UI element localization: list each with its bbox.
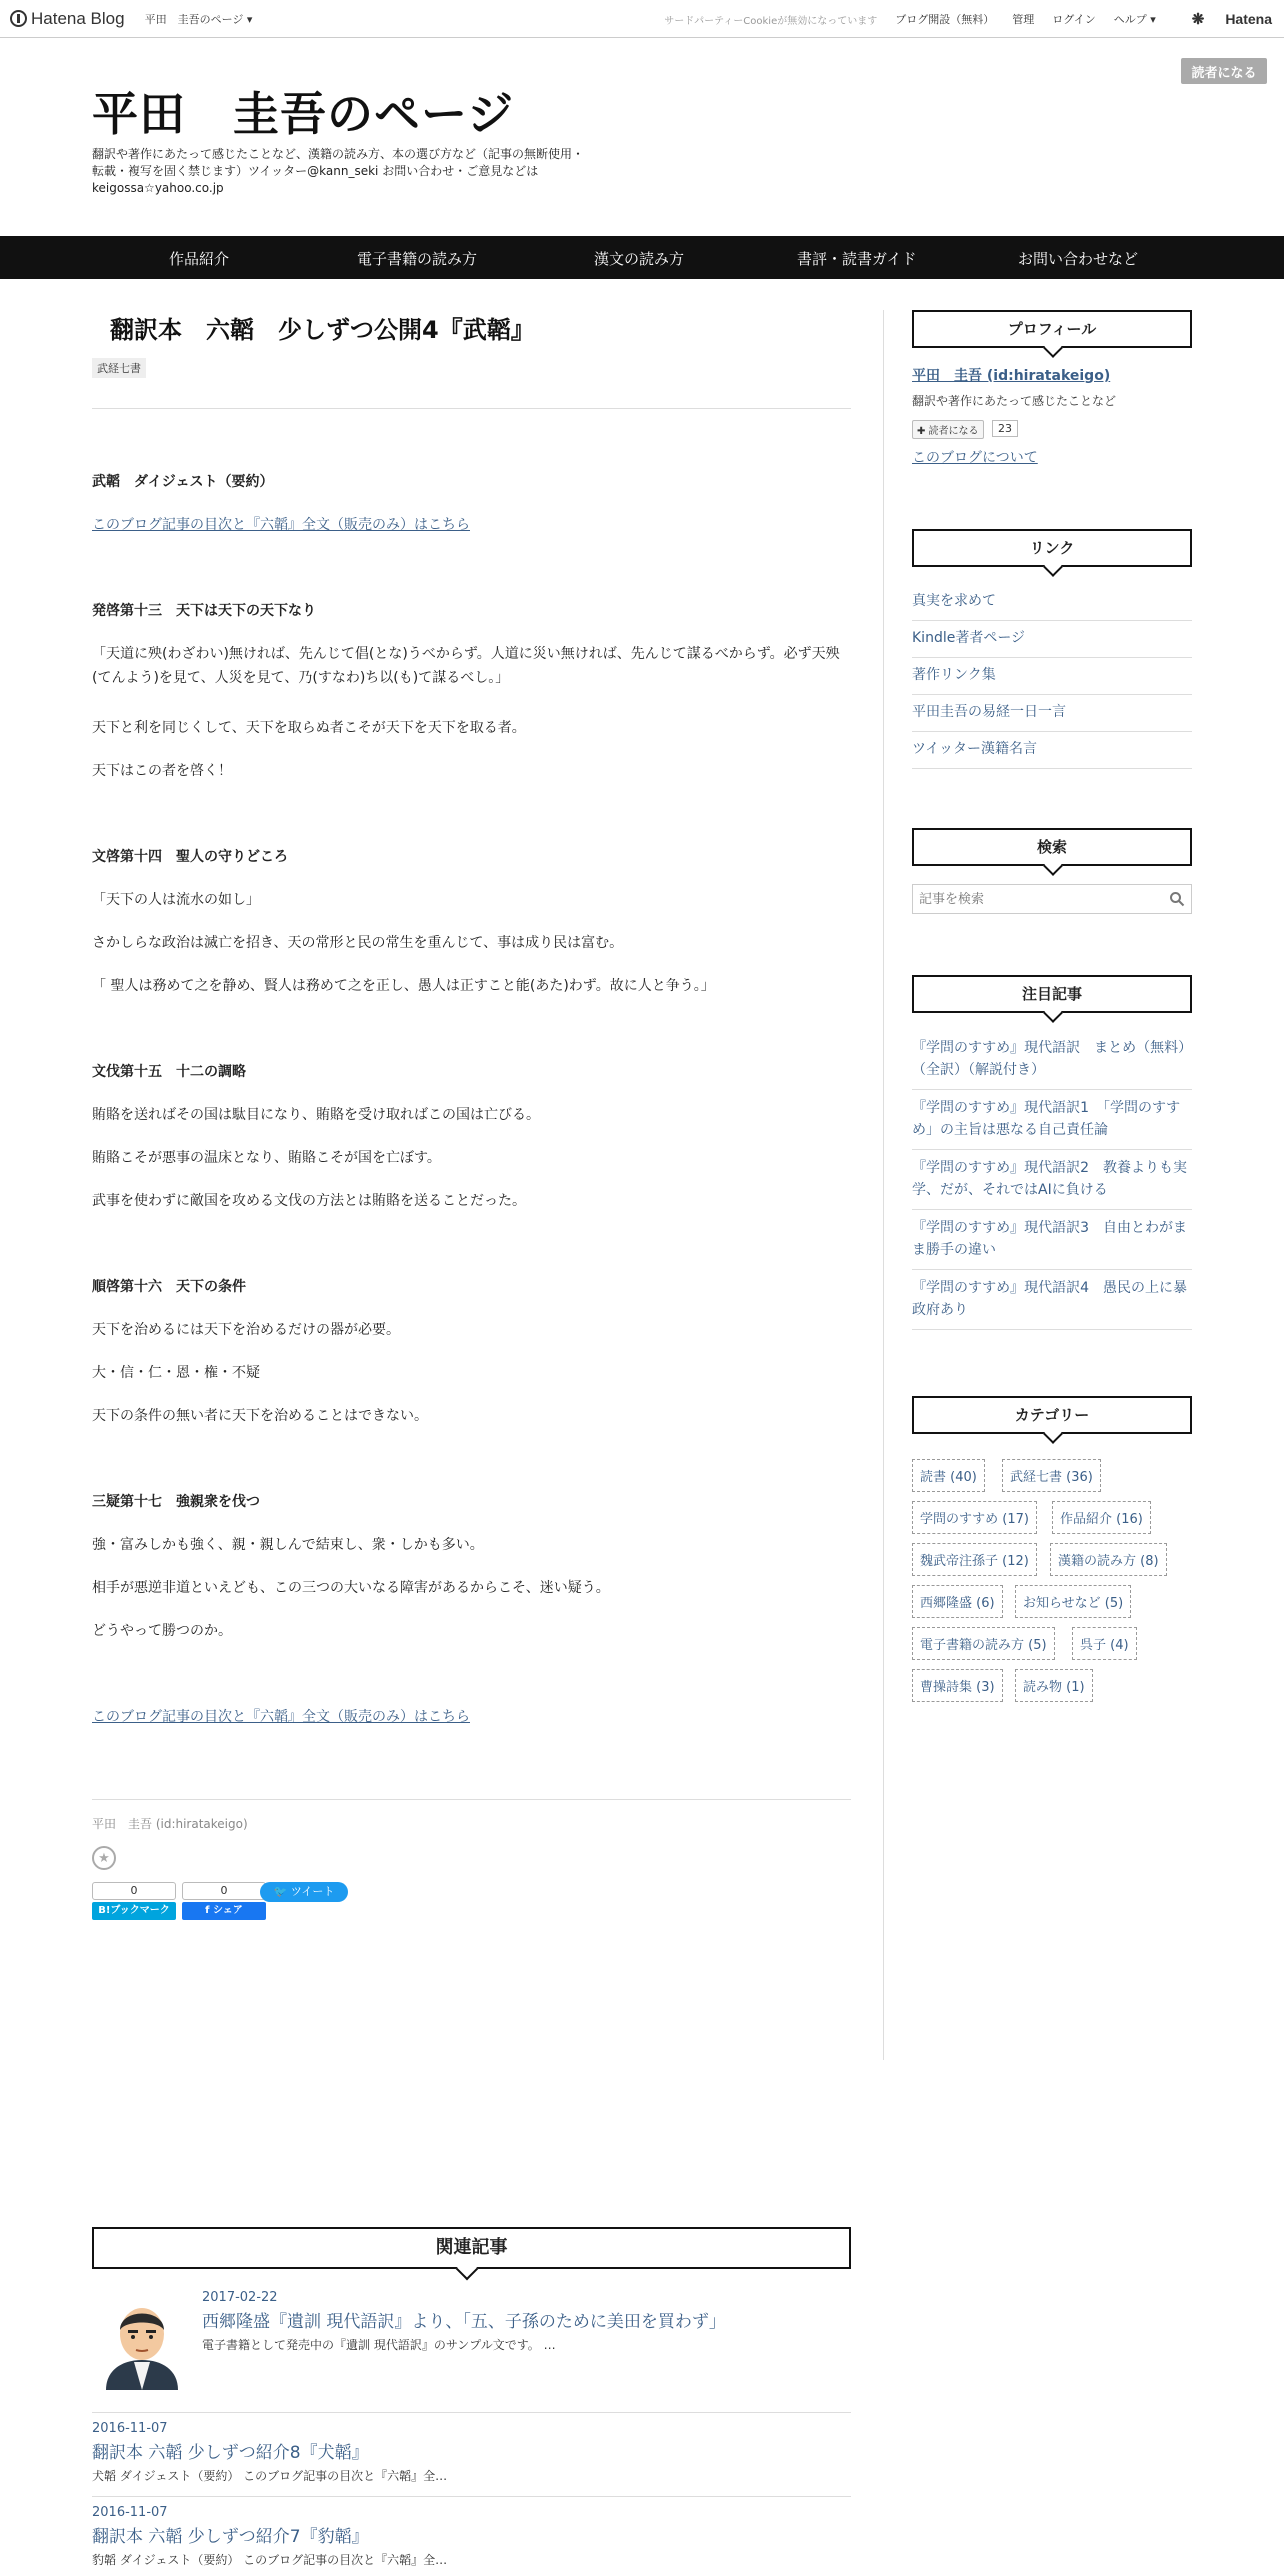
nav-item-ebook-guide[interactable]: 電子書籍の読み方 [357,250,478,268]
hatena-blog-logo-text: Hatena Blog [31,8,125,28]
sidebar-link-item[interactable]: 著作リンク集 [912,664,1192,695]
sidebar-link-item[interactable]: Kindle著者ページ [912,627,1192,658]
related-date: 2016-11-07 [92,2505,168,2520]
subscribe-button[interactable]: 読者になる [1181,58,1267,84]
related-text [202,2290,726,2353]
paragraph: 賄賂を送ればその国は駄目になり、賄賂を受け取ればこの国は亡びる。 [92,1107,540,1123]
nav-item-contact[interactable]: お問い合わせなど [1018,250,1139,268]
cookie-notice[interactable]: サードパーティーCookieが無効になっています [664,15,878,27]
profile-subscribe-button[interactable]: ✚ 読者になる [912,420,984,439]
category-chip[interactable]: 魏武帝注孫子 (12) [912,1543,1037,1576]
bookmark-share[interactable] [92,1882,176,1920]
related-date: 2016-11-07 [92,2421,168,2436]
category-chip[interactable]: 漢籍の読み方 (8) [1050,1543,1167,1576]
facebook-share[interactable] [182,1882,266,1920]
related-divider [92,2412,851,2413]
hatena-brand-text: Hatena [1225,11,1272,27]
bookmark-button[interactable]: B!ブックマーク [92,1902,176,1920]
login-link[interactable]: ログイン [1052,13,1096,26]
related-snippet: 豹韜 ダイジェスト（要約） このブログ記事の目次と『六韜』全… [92,2553,448,2567]
blog-description: 翻訳や著作にあたって感じたことなど、漢籍の読み方、本の選び方など（記事の無断使用・転載・複写を固く禁じます）ツイッター@kann_seki お問い合わせ・ご意見などはkeigossa☆yahoo.co.jp [92,147,585,195]
related-title[interactable]: 翻訳本 六韜 少しずつ紹介8『犬韜』 [92,2443,369,2463]
related-title[interactable]: 西郷隆盛『遺訓 現代語訳』より、「五、子孫のために美田を買わず」 [202,2312,726,2332]
related-item[interactable] [92,2505,851,2568]
category-chip[interactable]: 武経七書 (36) [1002,1459,1101,1492]
open-blog-link[interactable]: ブログ開設（無料） [895,13,995,26]
section-heading: 順啓第十六 天下の条件 [92,1279,246,1295]
hatena-blog-logo[interactable] [10,9,125,29]
profile-heading: プロフィール [912,310,1192,348]
popular-item[interactable]: 『学問のすすめ』現代語訳2 教養よりも実学、だが、それではAIに負ける [912,1157,1192,1210]
paragraph: 天下を治めるには天下を治めるだけの器が必要。 [92,1322,400,1338]
tweet-label: ツイート [290,1885,335,1898]
paragraph: 天下と利を同じくして、天下を取らぬ者こそが天下を天下を取る者。 [92,720,526,736]
category-chip[interactable]: 電子書籍の読み方 (5) [912,1627,1055,1660]
related-thumbnail-avatar[interactable] [92,2290,192,2390]
footer-divider [92,1799,851,1800]
paragraph: どうやって勝つのか。 [92,1623,232,1639]
category-chip[interactable]: 作品紹介 (16) [1052,1501,1151,1534]
search-box [912,884,1192,914]
search-heading: 検索 [912,828,1192,866]
global-nav [0,236,1284,279]
add-star-icon[interactable]: ★ [92,1846,116,1870]
hatena-topbar [0,0,1284,38]
category-chip[interactable]: 読み物 (1) [1015,1669,1093,1702]
category-chip[interactable]: 読書 (40) [912,1459,985,1492]
topbar-right-menu [646,0,1272,38]
paragraph: さかしらな政治は滅亡を招き、天の常形と民の常生を重んじて、事は成り民は富む。 [92,935,624,951]
toc-link-top[interactable]: このブログ記事の目次と『六韜』全文（販売のみ）はこちら [92,517,470,533]
sidebar-separator [883,310,884,2060]
related-snippet: 電子書籍として発売中の『遺訓 現代語訳』のサンプル文です。 … [202,2338,556,2352]
related-date: 2017-02-22 [202,2290,278,2305]
popular-item[interactable]: 『学問のすすめ』現代語訳3 自由とわがまま勝手の違い [912,1217,1192,1270]
category-chip[interactable]: 西郷隆盛 (6) [912,1585,1003,1618]
entry-title[interactable]: 翻訳本 六韜 少しずつ公開4『武韜』 [110,316,535,344]
profile-name[interactable]: 平田 圭吾 (id:hiratakeigo) [912,368,1111,384]
reader-count: 23 [992,420,1018,437]
toc-link-bottom[interactable]: このブログ記事の目次と『六韜』全文（販売のみ）はこちら [92,1709,470,1725]
related-divider [92,2496,851,2497]
bookmark-count: 0 [92,1882,176,1900]
related-title[interactable]: 翻訳本 六韜 少しずつ紹介7『豹韜』 [92,2527,369,2547]
category-chip[interactable]: お知らせなど (5) [1015,1585,1131,1618]
hatena-blog-logo-icon [10,10,27,27]
category-chip[interactable]: 呉子 (4) [1072,1627,1137,1660]
links-heading: リンク [912,529,1192,567]
paragraph: 「天下の人は流水の如し」 [92,892,260,908]
category-chip[interactable]: 学問のすすめ (17) [912,1501,1037,1534]
section-heading: 文啓第十四 聖人の守りどころ [92,849,288,865]
related-heading: 関連記事 [92,2227,851,2269]
paragraph: 天下の条件の無い者に天下を治めることはできない。 [92,1408,428,1424]
blog-title[interactable]: 平田 圭吾のページ [92,87,515,141]
section-heading: 文伐第十五 十二の調略 [92,1064,246,1080]
popular-heading: 注目記事 [912,975,1192,1013]
search-icon[interactable] [1169,891,1185,907]
nav-item-book-reviews[interactable]: 書評・読書ガイド [797,250,917,268]
sidebar-link-item[interactable]: 平田圭吾の易経一日一言 [912,701,1192,732]
related-item[interactable] [92,2421,851,2484]
paragraph: 「天道に殃(わざわい)無ければ、先んじて倡(とな)うべからず。人道に災い無ければ、先んじて謀るべからず。必ず天殃(てんよう)を見て、人災を見て、乃(すなわ)ち以(も)て謀るべし。」 [92,646,840,686]
twitter-bird-icon: 🐦 [273,1885,291,1898]
nav-item-works[interactable]: 作品紹介 [169,250,230,268]
category-chip[interactable]: 曹操詩集 (3) [912,1669,1003,1702]
popular-item[interactable]: 『学問のすすめ』現代語訳 まとめ（無料）（全訳）（解説付き） [912,1037,1192,1090]
related-snippet: 犬韜 ダイジェスト（要約） このブログ記事の目次と『六韜』全… [92,2469,448,2483]
section-heading: 三疑第十七 強親衆を伐つ [92,1494,260,1510]
about-blog-link[interactable]: このブログについて [912,450,1038,466]
paragraph: 大・信・仁・恩・権・不疑 [92,1365,260,1381]
entry-author[interactable]: 平田 圭吾 (id:hiratakeigo) [92,1817,248,1831]
tweet-button[interactable] [260,1882,348,1902]
sidebar-link-item[interactable]: ツイッター漢籍名言 [912,738,1192,769]
paragraph: 相手が悪逆非道といえども、この三つの大いなる障害があるからこそ、迷い疑う。 [92,1580,610,1596]
search-input[interactable] [913,885,1153,913]
categories-heading: カテゴリー [912,1396,1192,1434]
title-divider [92,408,851,409]
admin-link[interactable]: 管理 [1012,13,1035,26]
facebook-share-button[interactable]: f シェア [182,1902,266,1920]
nav-item-kanbun-guide[interactable]: 漢文の読み方 [594,250,685,268]
paragraph: 強・富みしかも強く、親・親しんで結束し、衆・しかも多い。 [92,1537,484,1553]
popular-item[interactable]: 『学問のすすめ』現代語訳4 愚民の上に暴政府あり [912,1277,1192,1330]
hatena-brand-icon: ❋ [1191,11,1205,28]
paragraph: 天下はこの者を啓く！ [92,763,232,779]
section-heading: 発啓第十三 天下は天下の天下なり [92,603,316,619]
help-menu[interactable]: ヘルプ ▾ [1113,13,1156,26]
sidebar-link-item[interactable]: 真実を求めて [912,590,1192,621]
digest-heading: 武韜 ダイジェスト（要約） [92,474,274,490]
blog-name-menu[interactable]: 平田 圭吾のページ ▾ [144,12,253,26]
paragraph: 武事を使わずに敵国を攻める文伐の方法とは賄賂を送ることだった。 [92,1193,526,1209]
entry-category-tag[interactable]: 武経七書 [92,358,146,378]
paragraph: 賄賂こそが悪事の温床となり、賄賂こそが国を亡ぼす。 [92,1150,441,1166]
paragraph: 「 聖人は務めて之を静め、賢人は務めて之を正し、愚人は正すこと能(あた)わず。故に人と争う。」 [92,978,715,994]
profile-description: 翻訳や著作にあたって感じたことなど [912,394,1117,408]
popular-item[interactable]: 『学問のすすめ』現代語訳1 「学問のすすめ」の主旨は悪なる自己責任論 [912,1097,1192,1150]
facebook-count: 0 [182,1882,266,1900]
hatena-brand-link[interactable] [1174,10,1272,28]
